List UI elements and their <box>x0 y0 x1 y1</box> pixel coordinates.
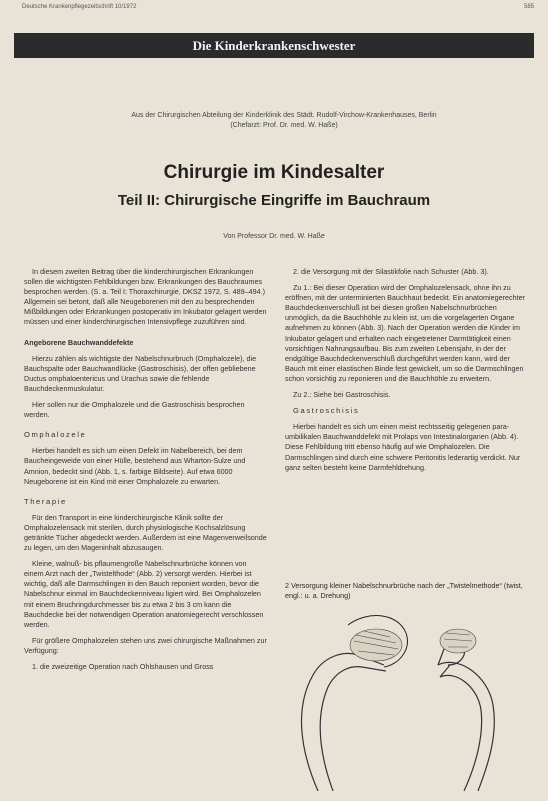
right-clamp <box>438 645 494 791</box>
left-column <box>24 267 268 678</box>
paragraph: Für den Transport in eine kinderchirurgische Klinik sollte der Omphalozelensack mit sterilen, durch physiologische Kochsalzlösung getränkte Tücher abgedeckt werden. Außerdem ist eine Magenverweilsonde zu legen, um den Mageninhalt abzusaugen. <box>24 512 267 553</box>
left-clamp <box>302 653 386 791</box>
section-heading: Angeborene Bauchwanddefekte <box>24 337 134 347</box>
section-heading: Omphalozele <box>24 430 87 440</box>
paragraph: Zu 2.: Siehe bei Gastroschisis. <box>293 390 391 400</box>
section-heading: Therapie <box>24 496 67 506</box>
paragraph: Für größere Omphalozelen stehen uns zwei chirurgische Maßnahmen zur Verfügung: <box>24 635 267 655</box>
surgical-clamp-illustration <box>288 605 524 791</box>
affiliation-line-1: Aus der Chirurgischen Abteilung der Kinderklinik des Städt. Rudolf-Virchow-Krankenhauses, Berlin <box>131 112 437 119</box>
affiliation <box>60 111 508 131</box>
page-number: 585 <box>523 4 534 10</box>
affiliation-line-2: (Chefarzt: Prof. Dr. med. W. Haße) <box>230 122 338 129</box>
paragraph: In diesem zweiten Beitrag über die kinderchirurgischen Erkrankungen sollen die wichtigsten Fehlbildungen bzw. Erkrankungen des Bauchraumes besprochen werden. (S. a. Teil I: Thoraxchirurgie, DKSZ 1972, S. 489–494.) Allgemein sei betont, daß alle Neugeborenen mit den zu besprechenden Mißbildungen oder Erkrankungen postoperativ im Inkubator gelagert werden müssen und einer kinderchirurgischen Intensivpflege zuzuführen sind. <box>24 267 267 327</box>
clamp-drawing <box>288 605 524 791</box>
section-heading: Gastroschisis <box>293 406 360 416</box>
article-subtitle: Teil II: Chirurgische Eingriffe im Bauchraum <box>117 192 431 209</box>
right-bundle <box>440 629 476 653</box>
author-line: Von Professor Dr. med. W. Haße <box>223 233 325 240</box>
running-head-journal: Deutsche Krankenpflegezeitschrift 10/1972 <box>22 4 137 10</box>
paragraph: 2. die Versorgung mit der Silastikfolie nach Schuster (Abb. 3). <box>293 267 489 276</box>
article-title: Chirurgie im Kindesalter <box>163 162 385 183</box>
figure-caption: 2 Versorgung kleiner Nabelschnurbrüche nach der „Twistelmethode“ (twist, engl.: u. a. Drehung) <box>285 581 523 600</box>
paragraph: Hier sollen nur die Omphalozele und die Gastroschisis besprochen werden. <box>24 400 245 420</box>
paragraph: Zu 1.: Bei dieser Operation wird der Omphalozelensack, ohne ihn zu eröffnen, mit der unterminierten Bauchhaut bedeckt. Ein anatomiegerechter Bauchdeckenverschluß ist bei diesen großen Nabelschnurbrüchen unmöglich, da die Bauchhöhle zu klein ist, um die vorgelagerten Organe aufnehmen zu können (Abb. 3). Nach der Operation werden die Kinder im Inkubator gelagert und erhalten nach eingetretener Darmtätigkeit einen vorsichtigen Nahrungsaufbau. Bis zum zweiten Lebensjahr, in der der endgültige Bauchdeckenverschluß durchgeführt werden kann, wird der Bauch mit einer elastischen Binde fest gewickelt, um so die Darmschlingen schon vorsichtig zu reponieren und die Bauchhöhle zu erweitern. <box>285 283 525 383</box>
paragraph: Kleine, walnuß- bis pflaumengroße Nabelschnurbrüche können von einem Arzt nach der „Twistelthode“ (Abb. 2) versorgt werden. Hierbei ist wichtig, daß alle Darmschlingen in den Bauch reponiert worden, bevor die Nabelschnur einmal im Bauchdeckenniveau ligiert wird. Bei Omphalozelen mit einem Bruchringdurchmesser bis zu etwa 2 bis 3 cm kann die Bauchdecke bei der notwendigen Operation anatomiegerecht verschlossen werden. <box>24 559 264 629</box>
right-column <box>285 267 527 479</box>
paragraph: Hierbei handelt es sich um einen Defekt im Nabelbereich, bei dem Baucheingeweide von einer Hülle, bestehend aus Wharton-Sulze und Amnion, bedeckt sind (Abb. 1, s. farbige Bildseite). Auf etwa 6000 Neugeborene ist ein Kind mit einer Omphalozele zu erwarten. <box>24 446 246 486</box>
section-banner: Die Kinderkrankenschwester <box>14 33 534 58</box>
umbilical-bundle <box>350 629 402 661</box>
paragraph: Hierzu zählen als wichtigste der Nabelschnurbruch (Omphalozele), die Bauchspalte oder Bauchwandlücke (Gastroschisis), der offen gebliebene Ductus omphaloentericus und Urachus sowie die fehlende Bauchdeckenmuskulatur. <box>24 353 257 393</box>
paragraph: 1. die zweizeitige Operation nach Ohlshausen und Gross <box>32 662 214 671</box>
running-head <box>22 4 534 10</box>
paragraph: Hierbei handelt es sich um einen meist rechtsseitig gelegenen para-umbilikalen Bauchwanddefekt mit Prolaps von Intestinalorganen (Abb. 4). Diese Fehlbildung tritt ebenso häufig auf wie Omphalozelen. Die Darmschlingen sind durch eine schwere Peritonitis lederartig verdickt. Nur ganz selten besteht keine Darmfehldrehung. <box>285 422 521 472</box>
